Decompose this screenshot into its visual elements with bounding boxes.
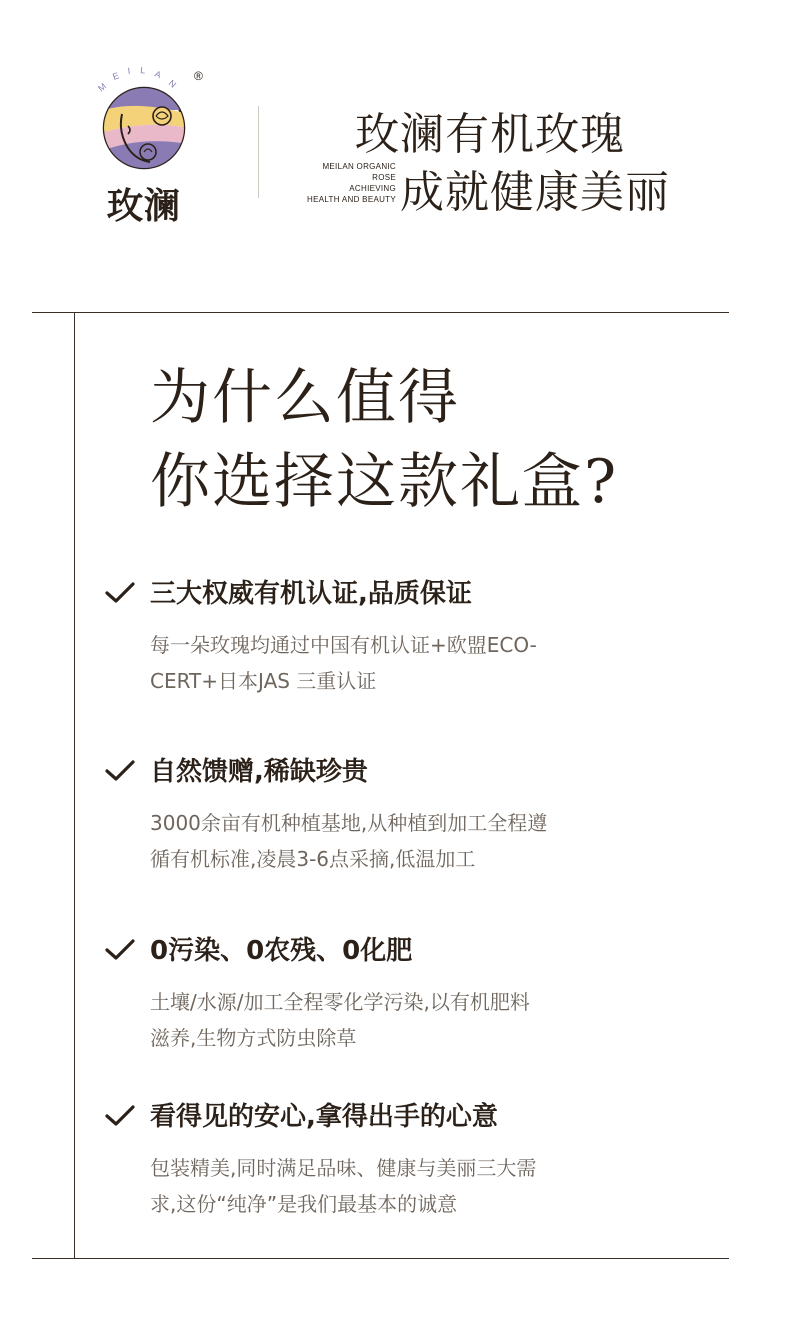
feature-item — [104, 577, 664, 697]
logo-arc-letter-4: L — [139, 65, 146, 76]
brand-name: 玫澜 — [106, 185, 181, 227]
feature-item — [104, 755, 664, 875]
slogan-english — [307, 161, 396, 205]
slogan-line-1: 玫澜有机玫瑰 — [355, 109, 625, 160]
page-title-line-2: 你选择这款礼盒? — [150, 447, 619, 517]
logo-arc-letter-2: E — [111, 70, 121, 82]
feature-title: 自然馈赠,稀缺珍贵 — [150, 757, 368, 787]
feature-description-line: CERT+日本JAS 三重认证 — [150, 669, 377, 693]
frame-left-rule — [74, 312, 75, 1259]
header-divider — [258, 106, 259, 198]
frame-top-rule — [32, 312, 729, 313]
brand-logo — [96, 65, 218, 227]
feature-description-line: 每一朵玫瑰均通过中国有机认证+欧盟ECO- — [150, 633, 537, 657]
feature-title: 看得见的安心,拿得出手的心意 — [150, 1102, 498, 1132]
slogan-english-line: MEILAN ORGANIC — [322, 162, 396, 171]
checkmark-icon — [104, 1104, 136, 1128]
feature-description — [150, 805, 650, 877]
feature-description-line: 3000余亩有机种植基地,从种植到加工全程遵 — [150, 811, 548, 835]
checkmark-icon — [104, 759, 136, 783]
logo-arc-letter-1: M — [96, 81, 109, 94]
logo-arc-letter-3: I — [127, 65, 131, 76]
slogan-english-line: ACHIEVING — [349, 184, 396, 193]
feature-description-line: 包装精美,同时满足品味、健康与美丽三大需 — [150, 1156, 537, 1180]
logo-arc-letter-6: N — [166, 77, 179, 90]
slogan-line-2: 成就健康美丽 — [400, 167, 670, 218]
feature-description — [150, 984, 650, 1056]
checkmark-icon — [104, 938, 136, 962]
feature-title: 三大权威有机认证,品质保证 — [150, 579, 472, 609]
feature-item — [104, 1100, 664, 1220]
slogan-english-line: ROSE — [372, 173, 396, 182]
registered-mark: ® — [194, 69, 203, 83]
rose-woman-logo-icon — [96, 65, 218, 180]
page-title-line-1: 为什么值得 — [150, 363, 460, 433]
feature-title: 0污染、0农残、0化肥 — [150, 936, 413, 966]
logo-arc-letter-5: A — [153, 68, 163, 81]
feature-description-line: 循有机标准,凌晨3-6点采摘,低温加工 — [150, 847, 476, 871]
frame-bottom-rule — [32, 1258, 729, 1259]
slogan-english-line: HEALTH AND BEAUTY — [307, 195, 396, 204]
feature-item — [104, 934, 664, 1054]
page-title — [150, 356, 710, 524]
checkmark-icon — [104, 581, 136, 605]
feature-description-line: 土壤/水源/加工全程零化学污染,以有机肥料 — [150, 990, 530, 1014]
feature-description — [150, 627, 650, 699]
feature-description — [150, 1150, 650, 1222]
feature-description-line: 求,这份“纯净”是我们最基本的诚意 — [150, 1192, 458, 1216]
feature-description-line: 滋养,生物方式防虫除草 — [150, 1026, 357, 1050]
